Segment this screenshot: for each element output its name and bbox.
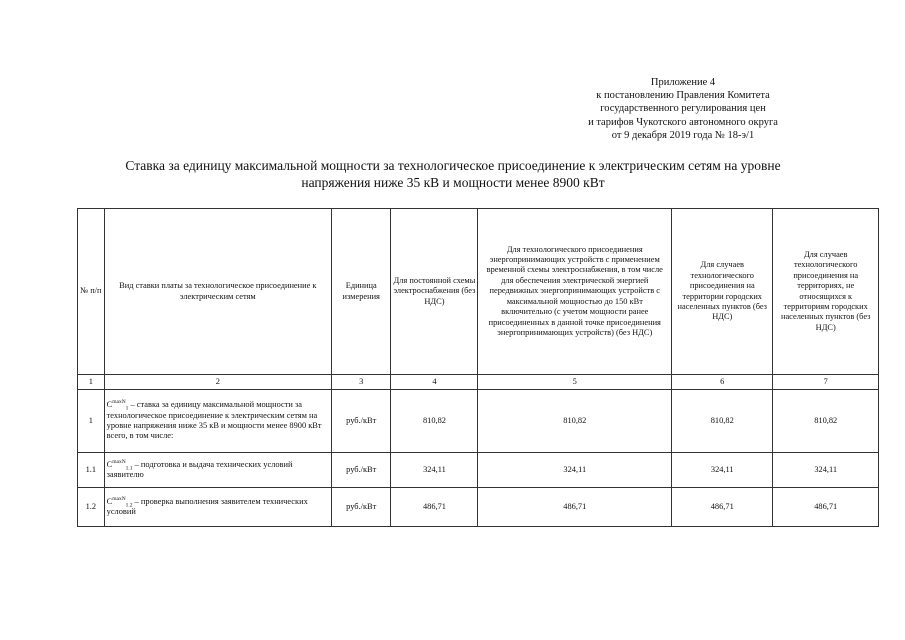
column-number: 3 [332, 375, 391, 390]
table-row [78, 488, 879, 527]
column-number: 7 [773, 375, 879, 390]
appendix-block [533, 76, 833, 142]
rate-description [104, 390, 331, 453]
column-number: 4 [391, 375, 478, 390]
rate-symbol: C [106, 496, 113, 506]
title-line-2: напряжения ниже 35 кВ и мощности менее 8900 кВт [301, 175, 605, 190]
header-cell-temporary-scheme: Для технологического присоединения энергопринимающих устройств с применением временной схемы электроснабжения, в том числе для обеспечения электрической энергией передвижных энергопринимающих устройств с максимальной мощностью до 150 кВт включительно (с учетом мощности ранее присоединенных в данной точке присоединения энергопринимающих устройств) (без НДС) [478, 209, 672, 375]
value-cell: 486,71 [672, 488, 773, 527]
value-cell: 324,11 [391, 453, 478, 488]
value-cell: 810,82 [391, 390, 478, 453]
appendix-line: к постановлению Правления Комитета [596, 90, 770, 102]
rate-symbol-sup: maxN [112, 495, 126, 502]
row-number: 1.1 [78, 453, 105, 488]
unit-cell: руб./кВт [332, 488, 391, 527]
row-number: 1 [78, 390, 105, 453]
column-number: 5 [478, 375, 672, 390]
value-cell: 324,11 [672, 453, 773, 488]
header-row [78, 209, 879, 375]
appendix-line: Приложение 4 [650, 77, 716, 88]
value-cell: 486,71 [478, 488, 672, 527]
unit-cell: руб./кВт [332, 453, 391, 488]
rate-text: – ставка за единицу максимальной мощности за технологическое присоединение к электрическим сетям на уровне напряжения ниже 35 кВ и мощности менее 8900 кВт всего, в том числе: [106, 400, 322, 441]
value-cell: 810,82 [672, 390, 773, 453]
rate-symbol-sub: 1.1 [125, 465, 133, 472]
value-cell: 324,11 [478, 453, 672, 488]
header-cell-permanent-scheme: Для постоянной схемы электроснабжения (без НДС) [391, 209, 478, 375]
value-cell: 486,71 [391, 488, 478, 527]
row-number: 1.2 [78, 488, 105, 527]
header-cell-rate-type: Вид ставки платы за технологическое присоединение к электрическим сетям [104, 209, 331, 375]
appendix-line: государственного регулирования цен [600, 103, 766, 115]
column-number: 1 [78, 375, 105, 390]
appendix-line: от 9 декабря 2019 года № 18-э/1 [611, 129, 755, 141]
value-cell: 810,82 [773, 390, 879, 453]
rate-symbol-sub: 1 [125, 405, 129, 412]
table-row [78, 453, 879, 488]
value-cell: 324,11 [773, 453, 879, 488]
rate-description [104, 453, 331, 488]
header-cell-rural: Для случаев технологического присоединения на территориях, не относящихся к территориям городских населенных пунктов (без НДС) [773, 209, 879, 375]
appendix-line: и тарифов Чукотского автономного округа [588, 116, 778, 128]
rate-text: – подготовка и выдача технических условий заявителю [106, 459, 293, 479]
rate-symbol-sub: 1.2 [125, 502, 133, 509]
column-number: 2 [104, 375, 331, 390]
rate-description [104, 488, 331, 527]
title-line-1: Ставка за единицу максимальной мощности за технологическое присоединение к электрическим сетям на уровне [125, 158, 781, 173]
document-title [78, 157, 828, 191]
tariff-table [77, 208, 879, 527]
rate-symbol: C [106, 459, 113, 469]
column-number-row [78, 375, 879, 390]
rate-symbol-sup: maxN [112, 399, 126, 406]
header-cell-urban: Для случаев технологического присоединения на территории городских населенных пунктов (без НДС) [672, 209, 773, 375]
rate-symbol: C [106, 400, 113, 410]
column-number: 6 [672, 375, 773, 390]
unit-cell: руб./кВт [332, 390, 391, 453]
header-cell-number: № п/п [78, 209, 105, 375]
table-row [78, 390, 879, 453]
header-cell-unit: Единица измерения [332, 209, 391, 375]
value-cell: 486,71 [773, 488, 879, 527]
rate-text: – проверка выполнения заявителем технических условий [106, 496, 308, 516]
value-cell: 810,82 [478, 390, 672, 453]
rate-symbol-sup: maxN [112, 458, 126, 465]
